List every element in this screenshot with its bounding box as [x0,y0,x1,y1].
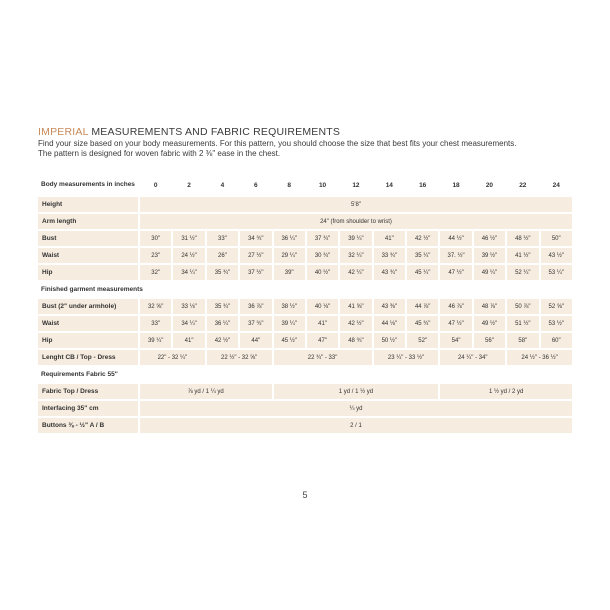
table-cell: 47 ½" [440,316,471,331]
table-cell: 40 ½" [307,265,338,280]
table-row [38,248,572,263]
table-cell: 33 ⅛" [173,299,204,314]
row-label: Bust [38,231,138,246]
table-cell: 44" [240,333,271,348]
height-value: 5'8" [140,197,572,212]
table-cell: 42 ½" [407,231,438,246]
table-cell: 40 ⅛" [307,299,338,314]
row-label: Hip [38,333,138,348]
table-cell: 49 ¼" [474,265,505,280]
table-cell: 51 ½" [507,316,538,331]
table-cell: 37 ½" [240,265,271,280]
table-cell: 47" [307,333,338,348]
table-cell: 33" [140,316,171,331]
table-cell: 42 ½" [207,333,238,348]
fabric-group: 1 ½ yd / 2 yd [440,384,572,399]
table-cell: 41" [374,231,405,246]
interfacing-row [38,401,572,416]
length-group: 24 ¼" - 34" [440,350,505,365]
row-label: Buttons ⅜ - ½" A / B [38,418,138,433]
table-row [38,316,572,331]
table-cell: 34 ¾" [240,231,271,246]
table-cell: 34 ¼" [173,265,204,280]
size-header: 4 [220,181,225,189]
table-cell: 35 ¾" [207,299,238,314]
table-cell: 45 ¾" [407,316,438,331]
table-cell: 49 ½" [474,316,505,331]
table-cell: 39 ¼" [274,316,305,331]
size-chart-table [36,173,574,435]
table-cell: 33 ¾" [374,248,405,263]
fabric-group: 1 yd / 1 ½ yd [274,384,439,399]
table-cell: 31 ½" [173,231,204,246]
height-row [38,197,572,212]
table-cell: 43 ½" [541,248,573,263]
table-cell: 26" [207,248,238,263]
length-group: 23 ¼" - 33 ½" [374,350,439,365]
title-rest: MEASUREMENTS AND FABRIC REQUIREMENTS [88,126,341,138]
table-cell: 33" [207,231,238,246]
buttons-row [38,418,572,433]
table-cell: 46 ½" [474,231,505,246]
arm-length-value: 24" (from shoulder to wrist) [140,214,572,229]
table-cell: 47 ½" [440,265,471,280]
row-label: Lenght CB / Top - Dress [38,350,138,365]
corner-label: Body measurements in inches [41,181,135,189]
length-group: 22 ½" - 32 ⅝" [207,350,272,365]
table-cell: 39" [274,265,305,280]
buttons-value: 2 / 1 [140,418,572,433]
table-row [38,231,572,246]
table-cell: 39 ¼" [140,333,171,348]
table-cell: 38 ½" [274,299,305,314]
table-cell: 54" [440,333,471,348]
size-header-row [38,175,572,195]
table-cell: 37. ½" [440,248,471,263]
table-cell: 34 ¼" [173,316,204,331]
table-cell: 53 ½" [541,316,573,331]
size-header: 8 [287,181,291,189]
table-cell: 43 ¾" [374,265,405,280]
finished-section-row [38,282,572,297]
table-cell: 36 ⅞" [240,299,271,314]
row-label: Waist [38,316,138,331]
row-label: Hip [38,265,138,280]
table-cell: 41" [307,316,338,331]
arm-length-row [38,214,572,229]
table-cell: 37 ¾" [240,316,271,331]
length-row [38,350,572,365]
size-header: 16 [419,181,427,189]
size-header: 14 [385,181,393,189]
table-cell: 45 ½" [274,333,305,348]
table-cell: 44 ⅞" [407,299,438,314]
table-cell: 45 ¼" [407,265,438,280]
table-cell: 36 ¼" [274,231,305,246]
table-cell: 48 ½" [507,231,538,246]
table-cell: 53 ¼" [541,265,573,280]
size-header: 22 [519,181,527,189]
table-cell: 41" [173,333,204,348]
length-group: 22" - 32 ¼" [140,350,205,365]
size-header: 20 [485,181,494,189]
table-row [38,265,572,280]
row-label: Arm length [38,214,138,229]
table-cell: 41 ⅝" [340,299,371,314]
size-header: 24 [552,181,560,189]
size-header: 10 [318,181,327,189]
interfacing-value: ¼ yd [140,401,572,416]
table-cell: 23" [140,248,171,263]
table-cell: 44 ⅛" [374,316,405,331]
table-cell: 52 ⅝" [541,299,573,314]
table-cell: 52" [407,333,438,348]
length-group: 24 ½" - 36 ½" [507,350,572,365]
table-cell: 32 ¼" [340,248,371,263]
table-cell: 41 ½" [507,248,538,263]
table-cell: 29 ¼" [274,248,305,263]
table-cell: 30 ¾" [307,248,338,263]
table-cell: 42 ½" [340,316,371,331]
table-row [38,333,572,348]
size-header: 2 [187,181,191,189]
table-cell: 48 ¾" [340,333,371,348]
table-cell: 42 ¼" [340,265,371,280]
page-number: 5 [302,490,308,500]
intro-line-2: The pattern is designed for woven fabric with 2 ⅜" ease in the chest. [38,148,281,158]
row-label: Fabric Top / Dress [38,384,138,399]
intro-line-1: Find your size based on your body measurements. For this pattern, you should choose the size that best fits your chest measurements. [38,139,517,148]
page-title [38,126,583,139]
size-header: 0 [153,181,158,189]
size-header: 12 [352,181,360,189]
section-heading: Requirements Fabric 55" [41,371,118,378]
table-cell: 27 ½" [240,248,271,263]
table-row [38,299,572,314]
table-cell: 48 ⅞" [474,299,505,314]
table-cell: 50 ⅞" [507,299,538,314]
table-cell: 39 ¼" [340,231,371,246]
table-cell: 35 ¾" [207,265,238,280]
fabric-top-dress-row [38,384,572,399]
table-cell: 32 ⅝" [140,299,171,314]
table-cell: 46 ⅞" [440,299,471,314]
title-accent: IMPERIAL [38,126,89,138]
size-header: 6 [254,181,258,189]
table-cell: 60" [541,333,573,348]
fabric-section-row [38,367,572,382]
section-heading: Finished garment measurements [41,286,143,293]
row-label: Bust (2" under armhole) [38,299,138,314]
row-label: Waist [38,248,138,263]
table-cell: 24 ½" [173,248,204,263]
table-cell: 50" [541,231,573,246]
table-cell: 52 ¼" [507,265,538,280]
table-cell: 30" [140,231,171,246]
table-cell: 39 ½" [474,248,505,263]
fabric-group: ⅞ yd / 1 ¼ yd [140,384,272,399]
table-cell: 44 ½" [440,231,471,246]
table-cell: 43 ⅜" [374,299,405,314]
table-cell: 36 ¼" [207,316,238,331]
row-label: Height [38,197,138,212]
table-cell: 58" [507,333,538,348]
table-cell: 50 ½" [374,333,405,348]
page-header [38,126,583,158]
table-cell: 37 ¾" [307,231,338,246]
table-cell: 35 ¼" [407,248,438,263]
table-cell: 32" [140,265,171,280]
row-label: Interfacing 35" cm [38,401,138,416]
length-group: 22 ¾" - 33" [274,350,372,365]
size-header: 18 [452,181,460,189]
table-cell: 56" [474,333,505,348]
